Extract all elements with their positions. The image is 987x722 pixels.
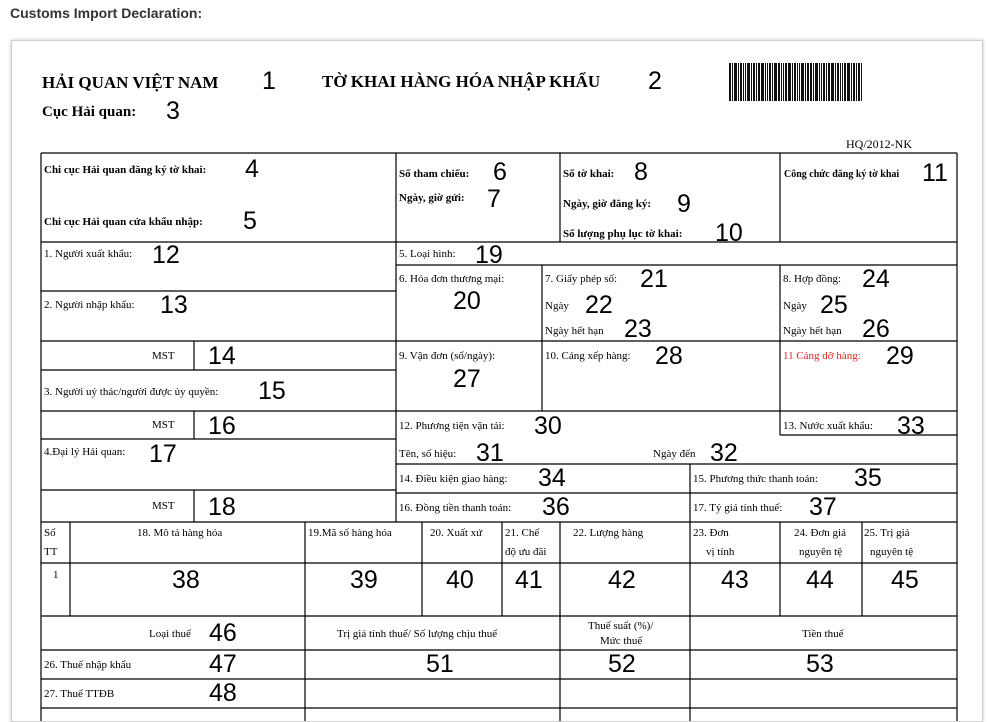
label-ngay-24: Ngày [783,300,807,312]
callout-42: 42 [608,566,636,594]
tax-rate-header-b: Mức thuế [600,635,643,647]
label-34: 14. Điều kiện giao hàng: [399,473,508,485]
label-mst-1: MST [152,350,175,362]
barcode-icon [729,63,929,101]
label-36: 16. Đồng tiền thanh toán: [399,502,512,514]
callout-6: 6 [493,158,507,186]
callout-19: 19 [475,241,503,269]
label-26: 26. Thuế nhập khẩu [44,659,132,671]
callout-48: 48 [209,679,237,707]
callout-41: 41 [515,566,543,594]
label-31: Tên, số hiệu: [399,448,457,460]
label-17: 4.Đại lý Hải quan: [44,446,126,458]
callout-14: 14 [208,342,236,370]
col-20: 20. Xuất xứ [430,527,483,539]
callout-34: 34 [538,464,566,492]
page-heading: Customs Import Declaration: [10,5,203,21]
callout-1: 1 [262,67,276,95]
label-27-tax: 27. Thuế TTĐB [44,688,115,700]
label-7: Ngày, giờ gửi: [399,192,465,204]
label-13: 2. Người nhập khẩu: [44,299,135,311]
callout-47: 47 [209,650,237,678]
tax-amount-header: Tiền thuế [802,628,844,640]
callout-26: 26 [862,315,890,343]
label-19: 5. Loại hình: [399,248,456,260]
col-22: 22. Lượng hàng [573,527,644,539]
callout-21: 21 [640,265,668,293]
row-1-number: 1 [53,569,59,581]
label-20: 6. Hóa đơn thương mại: [399,273,505,285]
callout-36: 36 [542,493,570,521]
declaration-form [11,40,983,722]
label-32: Ngày đến [653,448,696,460]
callout-24: 24 [862,265,890,293]
callout-23: 23 [624,315,652,343]
callout-53: 53 [806,650,834,678]
callout-44: 44 [806,566,834,594]
form-code: HQ/2012-NK [846,137,912,151]
form-title: TỜ KHAI HÀNG HÓA NHẬP KHẨU [322,72,601,91]
callout-2: 2 [648,67,662,95]
callout-28: 28 [655,342,683,370]
callout-37: 37 [809,493,837,521]
callout-51: 51 [426,650,454,678]
callout-12: 12 [152,241,180,269]
col-19: 19.Mã số hàng hóa [308,527,392,539]
agency-name: HẢI QUAN VIỆT NAM [42,73,219,92]
callout-27: 27 [453,365,481,393]
callout-52: 52 [608,650,636,678]
label-mst-2: MST [152,419,175,431]
callout-20: 20 [453,287,481,315]
callout-29: 29 [886,342,914,370]
label-hethan-24: Ngày hết hạn [783,325,842,337]
callout-10: 10 [715,219,743,247]
label-35: 15. Phương thức thanh toán: [693,473,818,485]
callout-22: 22 [585,291,613,319]
col-18: 18. Mô tả hàng hóa [137,527,223,539]
col-tt: TT [44,546,58,558]
callout-8: 8 [634,158,648,186]
callout-30: 30 [534,412,562,440]
col-23a: 23. Đơn [693,527,729,539]
label-29: 11 Cảng dỡ hàng: [783,350,861,362]
callout-33: 33 [897,412,925,440]
callout-35: 35 [854,464,882,492]
label-9: Ngày, giờ đăng ký: [563,198,651,210]
callout-25: 25 [820,291,848,319]
taxable-value-header: Trị giá tính thuế/ Số lượng chịu thuế [337,628,498,640]
department-label: Cục Hải quan: [42,104,137,120]
callout-31: 31 [476,439,504,467]
callout-38: 38 [172,566,200,594]
callout-32: 32 [710,439,738,467]
label-11: Công chức đăng ký tờ khai [784,169,900,180]
callout-15: 15 [258,377,286,405]
col-23b: vị tính [706,546,735,558]
callout-3: 3 [166,97,180,125]
label-4: Chi cục Hải quan đăng ký tờ khai: [44,164,207,176]
form-grid [12,41,982,721]
label-12: 1. Người xuất khẩu: [44,248,133,260]
label-15: 3. Người uỷ thác/người được ủy quyền: [44,386,219,398]
label-27: 9. Vận đơn (số/ngày): [399,350,496,362]
callout-9: 9 [677,190,691,218]
callout-13: 13 [160,291,188,319]
col-24b: nguyên tệ [799,546,843,558]
label-hethan-21: Ngày hết hạn [545,325,604,337]
callout-7: 7 [487,185,501,213]
tax-type-header: Loại thuế [149,628,191,640]
callout-11: 11 [922,159,948,187]
callout-18: 18 [208,493,236,521]
label-5: Chi cục Hải quan cửa khẩu nhập: [44,216,203,228]
label-28: 10. Cảng xếp hàng: [545,350,631,362]
label-33: 13. Nước xuất khẩu: [783,420,873,432]
label-6: Số tham chiếu: [399,168,470,180]
callout-5: 5 [243,207,257,235]
callout-45: 45 [891,566,919,594]
label-ngay-21: Ngày [545,300,569,312]
label-mst-3: MST [152,500,175,512]
label-21: 7. Giấy phép số: [545,273,618,285]
callout-39: 39 [350,566,378,594]
col-21a: 21. Chế [505,527,540,539]
col-21b: độ ưu đãi [505,546,547,558]
label-8: Số tờ khai: [563,168,615,180]
tax-rate-header-a: Thuế suất (%)/ [588,620,654,632]
label-10: Số lượng phụ lục tờ khai: [563,228,683,240]
label-24: 8. Hợp đồng: [783,273,842,285]
col-25b: nguyên tệ [870,546,914,558]
callout-16: 16 [208,412,236,440]
callout-4: 4 [245,155,259,183]
callout-40: 40 [446,566,474,594]
col-25a: 25. Trị giá [864,527,910,539]
label-37: 17. Tỷ giá tính thuế: [693,502,783,514]
callout-46: 46 [209,619,237,647]
callout-43: 43 [721,566,749,594]
label-30: 12. Phương tiện vận tải: [399,420,505,432]
callout-17: 17 [149,440,177,468]
col-24a: 24. Đơn giá [794,527,846,539]
col-so: Số [44,527,56,539]
